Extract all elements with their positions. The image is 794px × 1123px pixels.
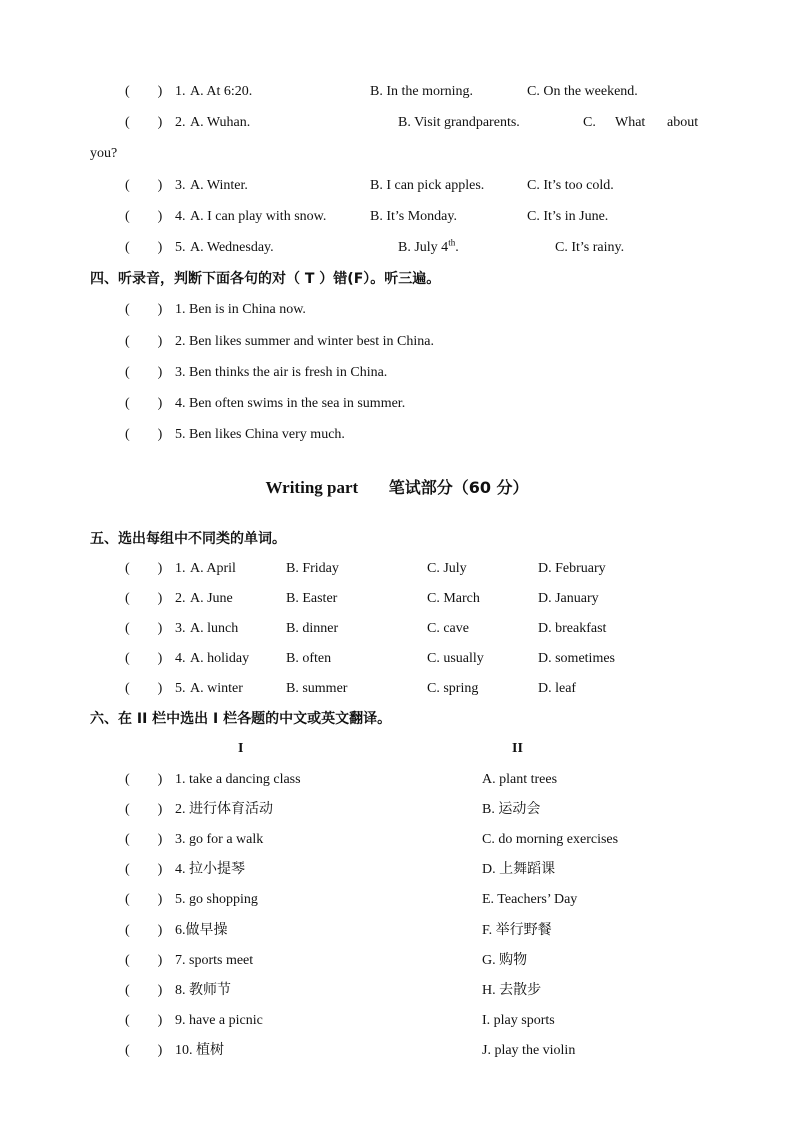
answer-blank[interactable]: ( ) — [125, 561, 163, 576]
option-c: C. It’s too cold. — [527, 178, 614, 193]
option-c-word: What — [615, 115, 646, 130]
option-a: A. At 6:20. — [190, 84, 253, 99]
answer-blank[interactable]: ( ) — [125, 591, 163, 606]
column-header-i: I — [238, 741, 244, 756]
option-d: D. sometimes — [538, 651, 615, 666]
term-right: I. play sports — [482, 1013, 555, 1028]
question-number: 5. — [175, 681, 186, 696]
answer-blank[interactable]: ( ) — [125, 862, 163, 877]
option-a: A. lunch — [190, 621, 239, 636]
option-c-word: about — [667, 115, 699, 130]
answer-blank[interactable]: ( ) — [125, 178, 163, 193]
option-a: A. I can play with snow. — [190, 209, 327, 224]
option-c: C. usually — [427, 651, 484, 666]
option-a: A. Winter. — [190, 178, 248, 193]
term-right: F. 举行野餐 — [482, 923, 552, 938]
option-d: D. leaf — [538, 681, 577, 696]
section-heading: 四、听录音，判断下面各句的对（ T ）错(F）。听三遍。 — [90, 271, 441, 287]
option-c: C. It’s in June. — [527, 209, 609, 224]
option-b: B. It’s Monday. — [370, 209, 457, 224]
term-right: C. do morning exercises — [482, 832, 619, 847]
option-d: D. breakfast — [538, 621, 607, 636]
term-right: G. 购物 — [482, 953, 528, 968]
section-heading: 六、在 II 栏中选出 I 栏各题的中文或英文翻译。 — [90, 711, 392, 727]
answer-blank[interactable]: ( ) — [125, 923, 163, 938]
question-number: 4. — [175, 209, 186, 224]
option-c: C. cave — [427, 621, 469, 636]
option-c: C. March — [427, 591, 480, 606]
statement: 1. Ben is in China now. — [175, 302, 306, 317]
option-a: A. winter — [190, 681, 243, 696]
answer-blank[interactable]: ( ) — [125, 621, 163, 636]
answer-blank[interactable]: ( ) — [125, 334, 163, 349]
answer-blank[interactable]: ( ) — [125, 802, 163, 817]
writing-part-title — [0, 477, 794, 499]
question-number: 3. — [175, 178, 186, 193]
option-c: C. July — [427, 561, 467, 576]
section-heading: 五、选出每组中不同类的单词。 — [90, 531, 286, 547]
option-b — [398, 239, 459, 257]
answer-blank[interactable]: ( ) — [125, 302, 163, 317]
answer-blank[interactable]: ( ) — [125, 240, 163, 255]
statement: 5. Ben likes China very much. — [175, 427, 345, 442]
answer-blank[interactable]: ( ) — [125, 427, 163, 442]
term-right: B. 运动会 — [482, 802, 541, 817]
question-number: 5. — [175, 240, 186, 255]
option-b: B. Easter — [286, 591, 338, 606]
question-number: 4. — [175, 651, 186, 666]
option-b: B. dinner — [286, 621, 339, 636]
option-d: D. January — [538, 591, 599, 606]
writing-title-cn: 笔试部分（60 分） — [388, 478, 529, 497]
term-left: 9. have a picnic — [175, 1013, 263, 1028]
question-number: 2. — [175, 115, 186, 130]
option-a: A. June — [190, 591, 233, 606]
term-right: E. Teachers’ Day — [482, 892, 578, 907]
option-b: B. summer — [286, 681, 348, 696]
answer-blank[interactable]: ( ) — [125, 681, 163, 696]
option-a: A. Wednesday. — [190, 240, 274, 255]
option-b: B. In the morning. — [370, 84, 474, 99]
option-b: B. often — [286, 651, 332, 666]
statement: 3. Ben thinks the air is fresh in China. — [175, 365, 388, 380]
term-left: 10. 植树 — [175, 1043, 224, 1058]
term-left: 5. go shopping — [175, 892, 258, 907]
question-number: 3. — [175, 621, 186, 636]
term-left: 8. 教师节 — [175, 983, 231, 998]
answer-blank[interactable]: ( ) — [125, 115, 163, 130]
option-b-sup: th — [448, 237, 456, 248]
option-c-continued: you? — [90, 146, 118, 161]
answer-blank[interactable]: ( ) — [125, 365, 163, 380]
term-left: 6.做早操 — [175, 923, 228, 938]
statement: 2. Ben likes summer and winter best in China. — [175, 334, 434, 349]
term-right: A. plant trees — [482, 772, 558, 787]
answer-blank[interactable]: ( ) — [125, 892, 163, 907]
answer-blank[interactable]: ( ) — [125, 953, 163, 968]
term-left: 3. go for a walk — [175, 832, 264, 847]
option-b: B. Friday — [286, 561, 339, 576]
option-a: A. April — [190, 561, 236, 576]
term-right: D. 上舞蹈课 — [482, 862, 556, 877]
option-c: C. It’s rainy. — [555, 240, 625, 255]
term-left: 7. sports meet — [175, 953, 254, 968]
option-b: B. Visit grandparents. — [398, 115, 520, 130]
answer-blank[interactable]: ( ) — [125, 396, 163, 411]
option-d: D. February — [538, 561, 606, 576]
term-left: 4. 拉小提琴 — [175, 862, 245, 877]
option-b-text: B. July 4 — [398, 240, 449, 255]
term-right: H. 去散步 — [482, 983, 542, 998]
answer-blank[interactable]: ( ) — [125, 832, 163, 847]
question-number: 1. — [175, 84, 186, 99]
answer-blank[interactable]: ( ) — [125, 209, 163, 224]
statement: 4. Ben often swims in the sea in summer. — [175, 396, 406, 411]
question-number: 1. — [175, 561, 186, 576]
answer-blank[interactable]: ( ) — [125, 1043, 163, 1058]
writing-title-en: Writing part — [265, 478, 359, 497]
question-number: 2. — [175, 591, 186, 606]
answer-blank[interactable]: ( ) — [125, 983, 163, 998]
option-b: B. I can pick apples. — [370, 178, 485, 193]
answer-blank[interactable]: ( ) — [125, 1013, 163, 1028]
answer-blank[interactable]: ( ) — [125, 651, 163, 666]
answer-blank[interactable]: ( ) — [125, 84, 163, 99]
option-b-dot: . — [455, 240, 459, 255]
option-a: A. Wuhan. — [190, 115, 251, 130]
option-c-letter: C. — [583, 115, 596, 130]
option-a: A. holiday — [190, 651, 250, 666]
option-c: C. On the weekend. — [527, 84, 638, 99]
answer-blank[interactable]: ( ) — [125, 772, 163, 787]
column-header-ii: II — [512, 741, 523, 756]
term-left: 1. take a dancing class — [175, 772, 301, 787]
term-left: 2. 进行体育活动 — [175, 802, 273, 817]
option-c: C. spring — [427, 681, 479, 696]
term-right: J. play the violin — [482, 1043, 576, 1058]
